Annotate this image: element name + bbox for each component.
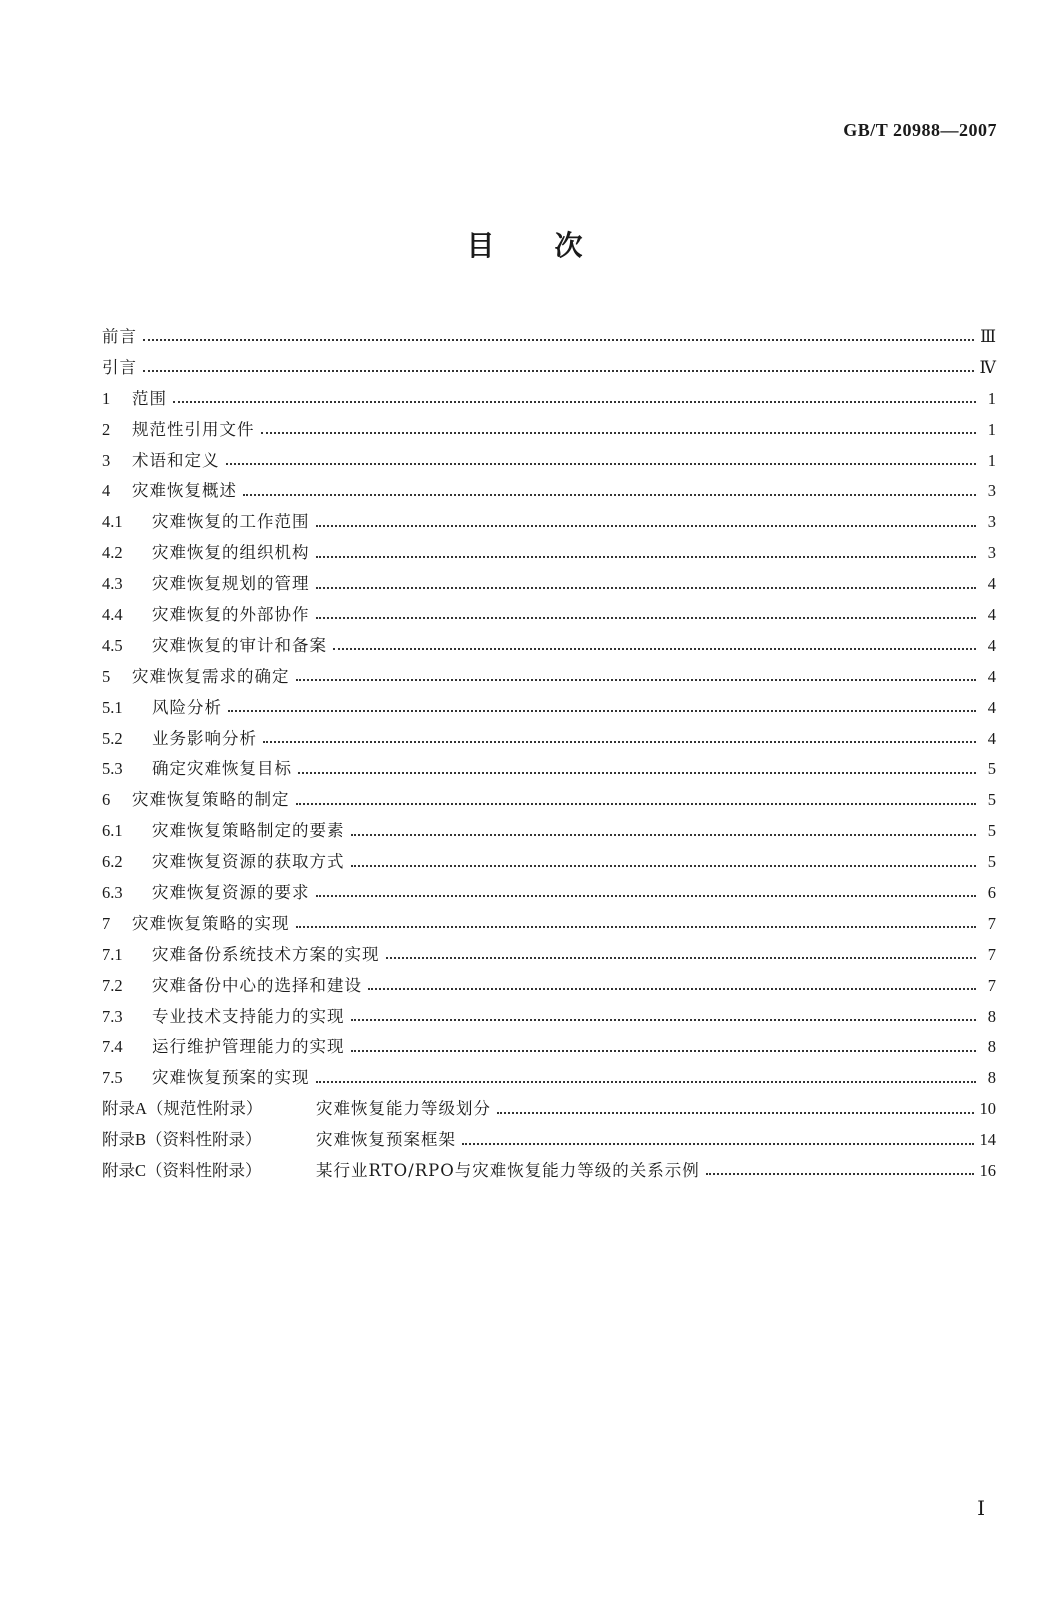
toc-entry[interactable] xyxy=(102,353,996,384)
toc-entry[interactable] xyxy=(102,569,996,600)
toc-entry-label: 范围 xyxy=(132,388,167,408)
toc-entry[interactable] xyxy=(102,1094,996,1125)
toc-entry[interactable] xyxy=(102,847,996,878)
toc-entry-label: 灾难恢复的组织机构 xyxy=(152,543,310,563)
toc-entry[interactable] xyxy=(102,600,996,631)
toc-dot-leader xyxy=(226,463,977,465)
toc-entry-number: 4.3 xyxy=(102,574,123,594)
toc-entry-number: 5.2 xyxy=(102,728,123,748)
toc-entry-number: 5.3 xyxy=(102,759,123,779)
toc-entry-label: 灾难恢复的审计和备案 xyxy=(152,635,327,655)
toc-entry-number: 6.1 xyxy=(102,821,123,841)
toc-entry-page: 10 xyxy=(979,1099,996,1119)
toc-dot-leader xyxy=(296,926,977,928)
toc-entry-page: 3 xyxy=(987,543,996,563)
toc-entry-page: 1 xyxy=(987,388,996,408)
toc-entry[interactable] xyxy=(102,507,996,538)
toc-entry-label: 灾难恢复的外部协作 xyxy=(152,605,310,625)
toc-entry-number: 附录A（规范性附录） xyxy=(102,1099,263,1119)
toc-entry-page: 8 xyxy=(987,1037,996,1057)
toc-entry[interactable] xyxy=(102,940,996,971)
toc-entry-number: 7.1 xyxy=(102,944,123,964)
toc-entry-page: 5 xyxy=(987,790,996,810)
toc-entry-label: 灾难恢复概述 xyxy=(132,481,237,501)
toc-dot-leader xyxy=(316,1081,977,1083)
toc-entry-label: 专业技术支持能力的实现 xyxy=(152,1006,345,1026)
toc-dot-leader xyxy=(333,648,976,650)
toc-entry-page: Ⅲ xyxy=(980,327,996,346)
toc-entry-page: 14 xyxy=(979,1130,996,1150)
toc-dot-leader xyxy=(497,1112,974,1114)
toc-entry[interactable] xyxy=(102,1002,996,1033)
toc-entry-label: 灾难恢复规划的管理 xyxy=(152,574,310,594)
toc-entry-page: 5 xyxy=(987,852,996,872)
toc-entry-page: 5 xyxy=(987,759,996,779)
toc-dot-leader xyxy=(296,803,977,805)
toc-entry[interactable] xyxy=(102,662,996,693)
toc-dot-leader xyxy=(143,339,974,341)
toc-entry-label: 术语和定义 xyxy=(132,450,220,470)
toc-entry-label: 确定灾难恢复目标 xyxy=(152,759,292,779)
toc-entry-number: 7.3 xyxy=(102,1006,123,1026)
toc-entry-number: 6 xyxy=(102,790,111,810)
toc-dot-leader xyxy=(316,587,977,589)
toc-entry-number: 4.5 xyxy=(102,635,123,655)
toc-entry-page: 16 xyxy=(979,1161,996,1181)
toc-entry-label: 灾难恢复的工作范围 xyxy=(152,512,310,532)
toc-entry-number: 附录C（资料性附录） xyxy=(102,1161,262,1181)
toc-entry-label: 灾难恢复预案框架 xyxy=(316,1130,456,1150)
toc-entry-label: 灾难恢复能力等级划分 xyxy=(316,1099,491,1119)
toc-dot-leader xyxy=(351,1019,977,1021)
toc-dot-leader xyxy=(706,1173,974,1175)
toc-dot-leader xyxy=(316,617,977,619)
toc-entry-page: 4 xyxy=(987,635,996,655)
toc-entry-page: 4 xyxy=(987,728,996,748)
toc-entry-page: 4 xyxy=(987,697,996,717)
toc-entry-label: 规范性引用文件 xyxy=(132,419,255,439)
toc-entry-page: 7 xyxy=(987,913,996,933)
toc-entry-number: 7.2 xyxy=(102,975,123,995)
toc-entry[interactable] xyxy=(102,631,996,662)
toc-entry-number: 5 xyxy=(102,666,111,686)
toc-entry-page: 8 xyxy=(987,1068,996,1088)
toc-entry[interactable] xyxy=(102,538,996,569)
toc-entry-page: 8 xyxy=(987,1006,996,1026)
toc-entry[interactable] xyxy=(102,785,996,816)
toc-entry-label: 灾难恢复需求的确定 xyxy=(132,666,290,686)
toc-entry-page: Ⅳ xyxy=(979,357,996,377)
toc-entry[interactable] xyxy=(102,1156,996,1187)
toc-entry-number: 7 xyxy=(102,913,111,933)
toc-entry[interactable] xyxy=(102,816,996,847)
toc-entry-label: 灾难备份中心的选择和建设 xyxy=(152,975,362,995)
toc-entry-number: 1 xyxy=(102,388,111,408)
toc-entry-number: 2 xyxy=(102,419,111,439)
toc-entry-label: 引言 xyxy=(102,357,137,377)
toc-entry-page: 5 xyxy=(987,821,996,841)
toc-entry-number: 4 xyxy=(102,481,111,501)
toc-entry[interactable] xyxy=(102,1125,996,1156)
toc-entry[interactable] xyxy=(102,724,996,755)
toc-dot-leader xyxy=(351,1050,977,1052)
toc-entry[interactable] xyxy=(102,1032,996,1063)
toc-entry-number: 3 xyxy=(102,450,111,470)
toc-entry[interactable] xyxy=(102,909,996,940)
toc-entry-label: 灾难恢复策略的实现 xyxy=(132,913,290,933)
toc-entry-label: 某行业RTO/RPO与灾难恢复能力等级的关系示例 xyxy=(316,1161,700,1181)
toc-entry[interactable] xyxy=(102,754,996,785)
toc-entry-label: 灾难恢复预案的实现 xyxy=(152,1068,310,1088)
toc-dot-leader xyxy=(316,525,977,527)
toc-entry-label: 运行维护管理能力的实现 xyxy=(152,1037,345,1057)
toc-entry-label: 风险分析 xyxy=(152,697,222,717)
toc-entry-label: 前言 xyxy=(102,327,137,346)
toc-entry[interactable] xyxy=(102,971,996,1002)
toc-dot-leader xyxy=(243,494,976,496)
toc-entry-page: 6 xyxy=(987,883,996,903)
toc-entry[interactable] xyxy=(102,878,996,909)
toc-entry-label: 灾难恢复资源的获取方式 xyxy=(152,852,345,872)
toc-dot-leader xyxy=(261,432,977,434)
toc-entry-number: 附录B（资料性附录） xyxy=(102,1130,262,1150)
toc-entry-page: 4 xyxy=(987,605,996,625)
toc-entry-label: 灾难恢复资源的要求 xyxy=(152,883,310,903)
toc-dot-leader xyxy=(368,988,976,990)
toc-entry-label: 灾难恢复策略制定的要素 xyxy=(152,821,345,841)
toc-entry[interactable] xyxy=(102,384,996,415)
page-number: Ⅰ xyxy=(977,1498,985,1520)
toc-entry-page: 4 xyxy=(987,666,996,686)
toc-entry-number: 4.4 xyxy=(102,605,123,625)
toc-entry[interactable] xyxy=(102,1063,996,1094)
toc-dot-leader xyxy=(316,556,977,558)
toc-entry-label: 灾难恢复策略的制定 xyxy=(132,790,290,810)
toc-entry-label: 业务影响分析 xyxy=(152,728,257,748)
toc-dot-leader xyxy=(173,401,976,403)
toc-dot-leader xyxy=(228,710,976,712)
toc-entry[interactable] xyxy=(102,476,996,507)
toc-dot-leader xyxy=(263,741,976,743)
toc-dot-leader xyxy=(296,679,977,681)
toc-entry-number: 4.2 xyxy=(102,543,123,563)
toc-dot-leader xyxy=(351,865,977,867)
toc-entry-page: 3 xyxy=(987,481,996,501)
toc-entry-page: 7 xyxy=(987,975,996,995)
toc-dot-leader xyxy=(351,834,977,836)
document-code: GB/T 20988—2007 xyxy=(843,120,997,140)
toc-entry-number: 6.3 xyxy=(102,883,123,903)
toc-entry-page: 1 xyxy=(987,419,996,439)
page-title: 目次 xyxy=(466,229,643,262)
toc-entry-page: 7 xyxy=(987,944,996,964)
toc-entry-number: 7.5 xyxy=(102,1068,123,1088)
toc-entry-number: 6.2 xyxy=(102,852,123,872)
toc-dot-leader xyxy=(462,1143,974,1145)
toc-dot-leader xyxy=(316,895,977,897)
toc-entry[interactable] xyxy=(102,322,996,353)
table-of-contents xyxy=(102,322,996,1187)
toc-entry-number: 5.1 xyxy=(102,697,123,717)
toc-entry[interactable] xyxy=(102,446,996,477)
toc-dot-leader xyxy=(386,957,977,959)
toc-dot-leader xyxy=(143,370,974,372)
toc-entry-number: 7.4 xyxy=(102,1037,123,1057)
toc-entry-label: 灾难备份系统技术方案的实现 xyxy=(152,944,380,964)
toc-dot-leader xyxy=(298,772,976,774)
toc-entry-page: 3 xyxy=(987,512,996,532)
toc-entry-number: 4.1 xyxy=(102,512,123,532)
toc-entry-page: 4 xyxy=(987,574,996,594)
toc-entry-page: 1 xyxy=(987,450,996,470)
toc-entry[interactable] xyxy=(102,693,996,724)
toc-entry[interactable] xyxy=(102,415,996,446)
